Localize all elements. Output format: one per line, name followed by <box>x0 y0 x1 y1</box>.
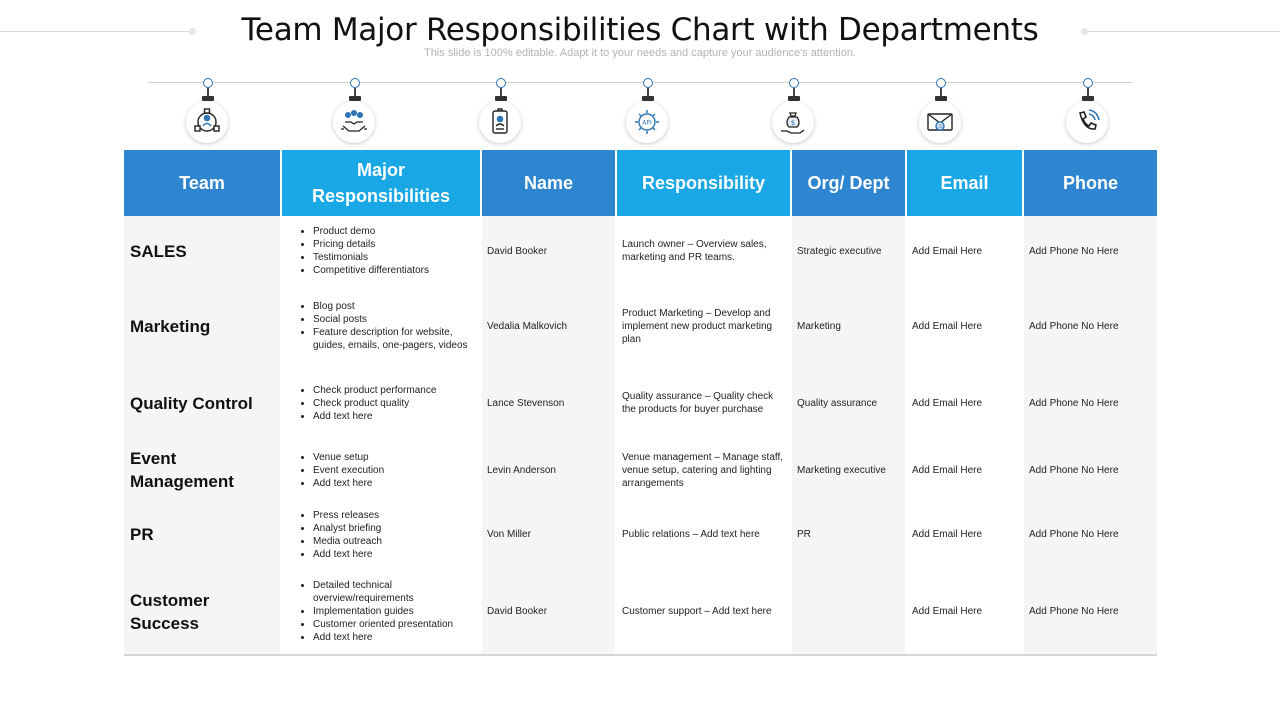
responsibility-cell: Public relations – Add text here <box>616 500 791 569</box>
major-item: • Testimonials <box>313 251 475 264</box>
header-team: Team <box>124 150 281 216</box>
org-cell: Marketing executive <box>791 440 906 500</box>
header-row <box>124 150 1157 216</box>
page-title: Team Major Responsibilities Chart with Departments <box>241 12 1039 48</box>
responsibility-table <box>124 150 1157 656</box>
table-row <box>124 366 1157 440</box>
name-cell: Von Miller <box>481 500 616 569</box>
major-item: • Detailed technical overview/requirements <box>313 579 475 605</box>
major-item: • Add text here <box>313 548 475 561</box>
phone-cell: Add Phone No Here <box>1023 500 1157 569</box>
name-cell: David Booker <box>481 216 616 286</box>
email-cell: Add Email Here <box>906 440 1023 500</box>
team-network-icon <box>183 78 233 148</box>
major-cell <box>281 500 481 569</box>
table-row <box>124 286 1157 366</box>
org-cell: Marketing <box>791 286 906 366</box>
responsibility-cell: Quality assurance – Quality check the products for buyer purchase <box>616 366 791 440</box>
name-cell: David Booker <box>481 569 616 655</box>
major-item: • Feature description for website, guides, emails, one-pagers, videos <box>313 326 475 352</box>
major-item: • Analyst briefing <box>313 522 475 535</box>
major-item: • Pricing details <box>313 238 475 251</box>
team-cell: Event Management <box>124 440 281 500</box>
header-major-responsibilities: Major Responsibilities <box>281 150 481 216</box>
api-gear-icon <box>623 78 673 148</box>
page-subtitle: This slide is 100% editable. Adapt it to your needs and capture your audience's attention. <box>424 47 856 59</box>
id-card-icon <box>476 78 526 148</box>
phone-cell: Add Phone No Here <box>1023 440 1157 500</box>
major-item: • Venue setup <box>313 451 475 464</box>
team-cell: Marketing <box>124 286 281 366</box>
table-row <box>124 569 1157 655</box>
email-cell: Add Email Here <box>906 216 1023 286</box>
email-cell: Add Email Here <box>906 366 1023 440</box>
org-cell: Quality assurance <box>791 366 906 440</box>
major-cell <box>281 440 481 500</box>
major-item: • Press releases <box>313 509 475 522</box>
major-item: • Media outreach <box>313 535 475 548</box>
svg-text:@: @ <box>936 122 944 131</box>
major-item: • Product demo <box>313 225 475 238</box>
name-cell: Levin Anderson <box>481 440 616 500</box>
major-item: • Check product performance <box>313 384 475 397</box>
major-cell <box>281 286 481 366</box>
responsibility-cell: Product Marketing – Develop and implement new product marketing plan <box>616 286 791 366</box>
name-cell: Vedalia Malkovich <box>481 286 616 366</box>
major-item: • Check product quality <box>313 397 475 410</box>
header-email: Email <box>906 150 1023 216</box>
major-item: • Add text here <box>313 631 475 644</box>
email-cell: Add Email Here <box>906 500 1023 569</box>
major-cell <box>281 216 481 286</box>
table-row <box>124 216 1157 286</box>
svg-text:$: $ <box>790 119 796 127</box>
major-item: • Event execution <box>313 464 475 477</box>
phone-cell: Add Phone No Here <box>1023 286 1157 366</box>
major-item: • Customer oriented presentation <box>313 618 475 631</box>
table-row <box>124 440 1157 500</box>
team-cell: PR <box>124 500 281 569</box>
phone-cell: Add Phone No Here <box>1023 569 1157 655</box>
org-cell: PR <box>791 500 906 569</box>
major-item: • Competitive differentiators <box>313 264 475 277</box>
phone-cell: Add Phone No Here <box>1023 366 1157 440</box>
table-row <box>124 500 1157 569</box>
major-cell <box>281 569 481 655</box>
major-item: • Social posts <box>313 313 475 326</box>
org-cell: Strategic executive <box>791 216 906 286</box>
header-org-dept: Org/ Dept <box>791 150 906 216</box>
team-cell: Quality Control <box>124 366 281 440</box>
responsibility-cell: Customer support – Add text here <box>616 569 791 655</box>
email-cell: Add Email Here <box>906 569 1023 655</box>
email-cell: Add Email Here <box>906 286 1023 366</box>
major-cell <box>281 366 481 440</box>
phone-cell: Add Phone No Here <box>1023 216 1157 286</box>
responsibility-cell: Launch owner – Overview sales, marketing and PR teams. <box>616 216 791 286</box>
header-phone: Phone <box>1023 150 1157 216</box>
major-item: • Blog post <box>313 300 475 313</box>
handshake-group-icon <box>330 78 380 148</box>
team-cell: Customer Success <box>124 569 281 655</box>
money-hand-icon <box>769 78 819 148</box>
name-cell: Lance Stevenson <box>481 366 616 440</box>
phone-icon <box>1063 78 1113 148</box>
major-item: • Add text here <box>313 477 475 490</box>
team-cell: SALES <box>124 216 281 286</box>
svg-text:API: API <box>642 119 652 127</box>
major-item: • Add text here <box>313 410 475 423</box>
responsibility-cell: Venue management – Manage staff, venue setup, catering and lighting arrangements <box>616 440 791 500</box>
org-cell <box>791 569 906 655</box>
email-envelope-icon <box>916 78 966 148</box>
major-item: • Implementation guides <box>313 605 475 618</box>
header-responsibility: Responsibility <box>616 150 791 216</box>
header-name: Name <box>481 150 616 216</box>
